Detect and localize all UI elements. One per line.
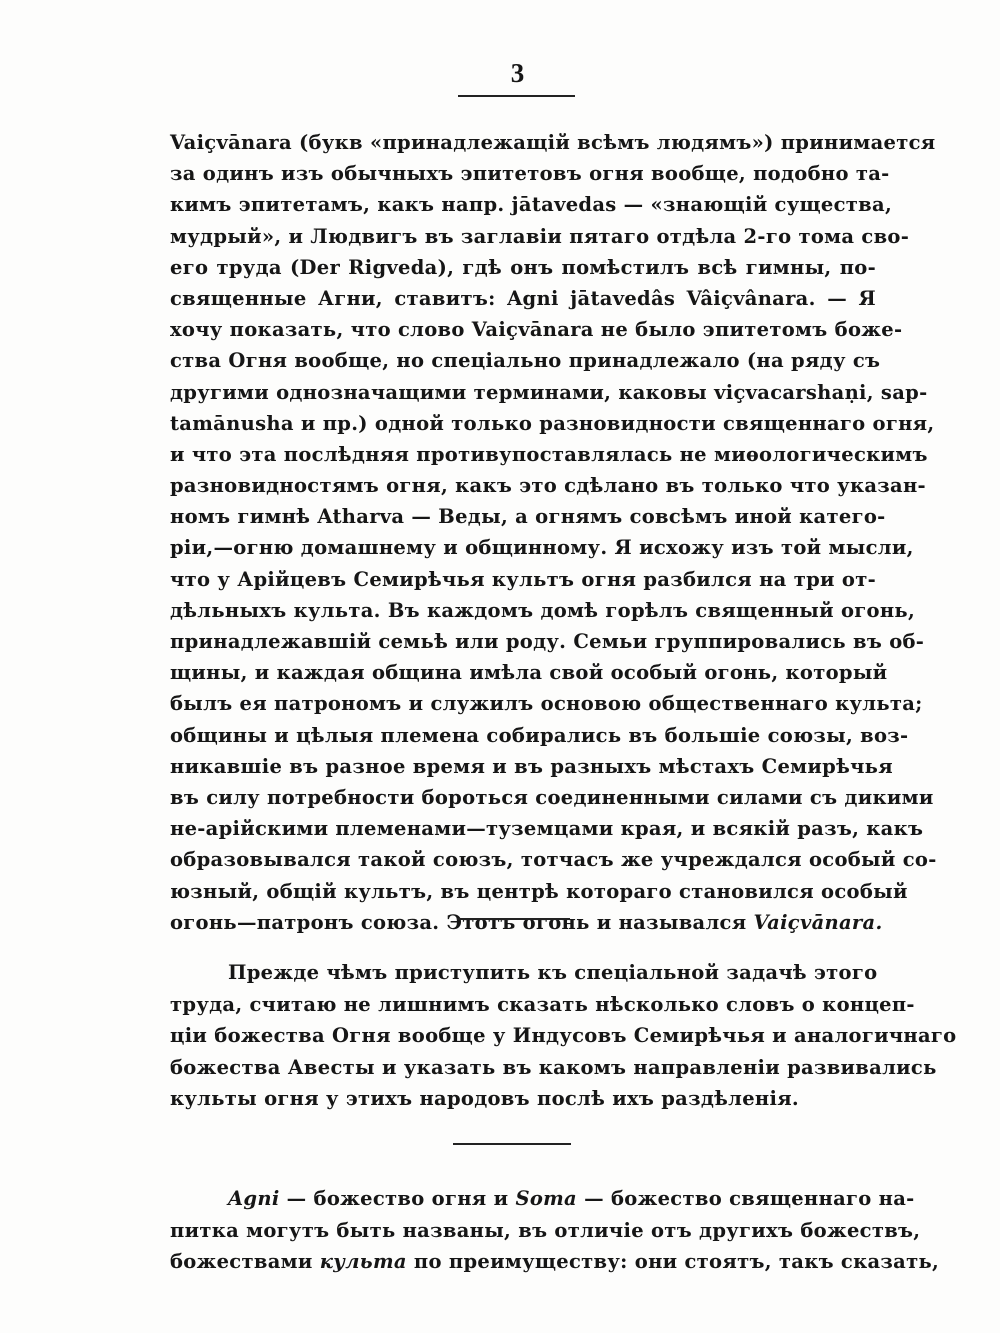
- italic-term: Vaiçvānara.: [753, 910, 883, 934]
- text-segment: огонь—патронъ союза. Этотъ огонь и назывался: [170, 910, 754, 934]
- text-line: и что эта послѣдняя противупоставлялась не миѳологическимъ: [170, 442, 928, 466]
- text-line: былъ ея патрономъ и служилъ основою общественнаго культа;: [170, 692, 923, 716]
- text-line: [170, 1183, 915, 1215]
- text-segment: — божество огня и: [279, 1187, 516, 1210]
- text-line: принадлежавшій семьѣ или роду. Семьи группировались въ об-: [170, 630, 925, 653]
- header-rule: [458, 95, 575, 97]
- italic-term: Soma: [515, 1187, 577, 1210]
- paragraph-introduction: [170, 957, 957, 1115]
- paragraph-agni-soma: [170, 1183, 940, 1278]
- text-line: разновидностямъ огня, какъ это сдѣлано въ только что указан-: [170, 474, 926, 498]
- text-line: труда, считаю не лишнимъ сказать нѣсколько словъ о концеп-: [170, 992, 915, 1016]
- text-line: священные Агни, ставитъ: Agni jātavedâs Vâiçvânara. — Я: [170, 286, 876, 310]
- italic-term: культа: [319, 1250, 407, 1274]
- text-line: [170, 1246, 940, 1278]
- text-line: юзный, общій культъ, въ центрѣ котораго становился особый: [170, 879, 908, 903]
- text-line-last: [170, 907, 883, 938]
- text-line: tamānusha и пр.) одной только разновидности священнаго огня,: [170, 411, 935, 435]
- page-number: 3: [510, 58, 525, 88]
- text-line: ріи,—огню домашнему и общинному. Я исхожу изъ той мысли,: [170, 536, 914, 560]
- text-line: питка могутъ быть названы, въ отличіе отъ другихъ божествъ,: [170, 1218, 921, 1242]
- text-line: дѣльныхъ культа. Въ каждомъ домѣ горѣлъ священный огонь,: [170, 598, 916, 622]
- text-line: никавшіе въ разное время и въ разныхъ мѣстахъ Семирѣчья: [170, 754, 893, 778]
- text-segment: — божество священнаго на-: [577, 1187, 915, 1210]
- text-line: ства Огня вообще, но спеціально принадлежало (на ряду съ: [170, 349, 881, 373]
- text-line: другими однозначащими терминами, каковы viçvacarshaṇi, sap-: [170, 380, 928, 404]
- text-line: ціи божества Огня вообще у Индусовъ Семирѣчья и аналогичнаго: [170, 1024, 957, 1048]
- text-line: хочу показать, что слово Vaiçvānara не было эпитетомъ боже-: [170, 318, 903, 342]
- section-divider: [453, 1143, 571, 1145]
- text-segment: божествами: [170, 1250, 320, 1274]
- text-line: его труда (Der Rigveda), гдѣ онъ помѣстилъ всѣ гимны, по-: [170, 255, 876, 279]
- text-line: щины, и каждая община имѣла свой особый огонь, который: [170, 661, 888, 685]
- text-line-last: культы огня у этихъ народовъ послѣ ихъ раздѣленія.: [170, 1087, 799, 1111]
- text-segment: по преимуществу: они стоятъ, такъ сказать,: [406, 1250, 940, 1274]
- text-line: за одинъ изъ обычныхъ эпитетовъ огня вообще, подобно та-: [170, 162, 890, 186]
- paragraph-vaicvanara: [170, 127, 937, 938]
- text-line: Прежде чѣмъ приступить къ спеціальной задачѣ этого: [228, 961, 878, 984]
- text-line: божества Авесты и указать въ какомъ направленіи развивались: [170, 1055, 937, 1079]
- text-line: что у Арійцевъ Семирѣчья культъ огня разбился на три от-: [170, 567, 876, 591]
- section-divider: [457, 918, 570, 920]
- text-line: кимъ эпитетамъ, какъ напр. jātavedas — «знающій существа,: [170, 193, 893, 217]
- text-line: въ силу потребности бороться соединенными силами съ дикими: [170, 785, 934, 809]
- text-line: Vaiçvānara (букв «принадлежащій всѣмъ людямъ») принимается: [170, 131, 936, 154]
- text-line: общины и цѣлыя племена собирались въ большіе союзы, воз-: [170, 723, 909, 747]
- text-line: номъ гимнѣ Atharva — Веды, а огнямъ совсѣмъ иной катего-: [170, 505, 886, 529]
- text-line: не-арійскими племенами—туземцами края, и всякій разъ, какъ: [170, 817, 924, 841]
- text-line: образовывался такой союзъ, тотчасъ же учреждался особый со-: [170, 848, 937, 872]
- text-line: мудрый», и Людвигъ въ заглавіи пятаго отдѣла 2-го тома сво-: [170, 224, 910, 248]
- italic-term: Agni: [228, 1187, 280, 1210]
